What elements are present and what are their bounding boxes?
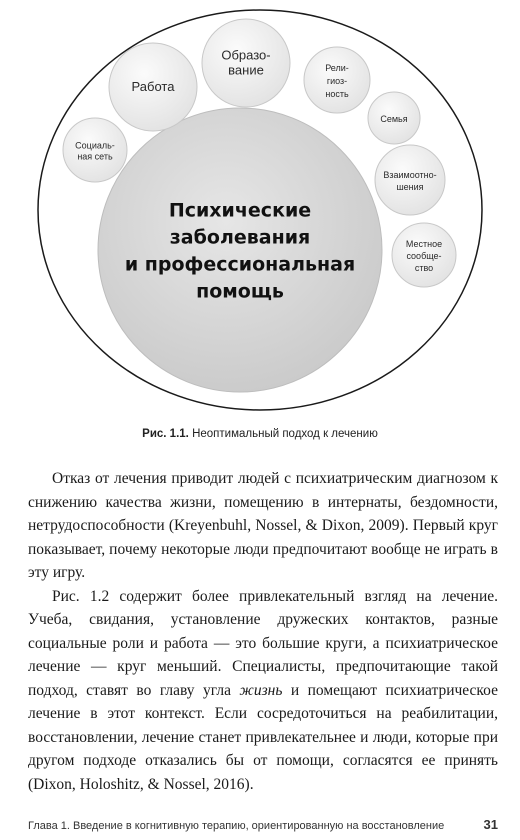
paragraph-2-end: и помещают психиатрическое лечение в этот контекст. Если сосредоточиться на реабилитации, восстановлении, лечение станет привлекательнее и люди, которые при другом подходе отказались бы от помощи, согласятся ее принять (Dixon, Holoshitz, & Nossel, 2016).	[28, 681, 498, 793]
circle-religion-label: ность	[325, 89, 349, 99]
circle-relations-label: Взаимоотно-	[383, 170, 437, 180]
paragraph-2-start: Рис. 1.2 содержит более привлекательный взгляд на лечение. Учеба, свидания, установление дружеских контактов, разные социальные роли и работа — это большие круги, а психиатрическое лечение — круг меньший. Специалисты, предпочитающие такой подход, ставят во главу угла	[28, 587, 498, 699]
circle-relations	[375, 145, 445, 215]
circle-community	[392, 223, 456, 287]
running-title: Глава 1. Введение в когнитивную терапию, ориентированную на восстановление	[28, 820, 445, 832]
circle-work-label: Работа	[131, 79, 175, 94]
emphasis-life: жизнь	[239, 681, 283, 699]
paragraph-2	[28, 585, 498, 797]
center-label-line: Психические	[168, 199, 312, 222]
circle-relations-label: шения	[396, 182, 424, 192]
circle-education-label: вание	[228, 62, 264, 78]
circle-religion	[304, 47, 370, 113]
caption-text: Неоптимальный подход к лечению	[192, 428, 378, 440]
body-text	[28, 467, 498, 796]
circle-community-label: сообще-	[406, 251, 442, 261]
center-label-line: заболевания	[169, 226, 311, 249]
circle-religion-label: Рели-	[325, 63, 349, 73]
circle-education-label: Образо-	[221, 47, 271, 63]
circle-work	[109, 43, 197, 131]
circle-religion-label: гиоз-	[326, 76, 348, 86]
center-circle	[98, 108, 382, 392]
circle-relations-shape	[375, 145, 445, 215]
caption-number: Рис. 1.1.	[142, 428, 189, 440]
circle-family-label: Семья	[380, 114, 408, 124]
circle-social-label: Социаль-	[75, 140, 115, 151]
figure-caption	[0, 428, 520, 440]
circle-community-label: Местное	[405, 239, 443, 249]
circle-family	[368, 92, 420, 144]
paragraph-1: Отказ от лечения приводит людей с психиатрическим диагнозом к снижению качества жизни, помещению в интернаты, бездомности, нетрудоспособности (Kreyenbuhl, Nossel, & Dixon, 2009). Первый круг показывает, почему некоторые люди предпочитают вообще не играть в эту игру.	[28, 470, 498, 581]
page-number: 31	[483, 817, 498, 832]
circle-community-label: ство	[414, 263, 434, 273]
circle-education	[202, 19, 290, 107]
circle-social	[63, 118, 127, 182]
center-label-line: помощь	[196, 280, 284, 303]
center-label-line: и профессиональная	[124, 253, 356, 276]
circle-social-label: ная сеть	[77, 151, 113, 162]
page-footer	[28, 817, 498, 838]
